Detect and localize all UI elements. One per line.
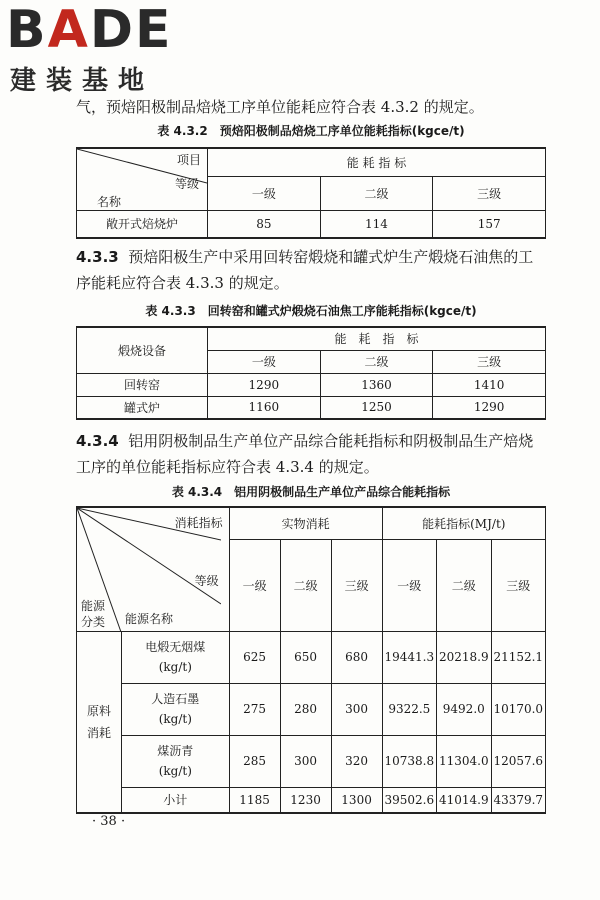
table2-caption: 表 4.3.3 回转窑和罐式炉煅烧石油焦工序能耗指标(kgce/t) [145, 304, 477, 318]
table-cell: 285 [229, 735, 280, 787]
table-cell: 280 [280, 683, 331, 735]
table-cell: 39502.6 [382, 787, 436, 813]
table3-group-physical: 实物消耗 [229, 507, 382, 539]
table1-corner-bottom: 名称 [97, 195, 122, 209]
table1-corner-mid: 等级 [174, 177, 199, 191]
section-number: 4.3.3 [76, 248, 119, 266]
table-cell: 625 [229, 631, 280, 683]
table3-corner-c3: 能源名称 [125, 612, 174, 626]
table3-level: 二级 [437, 539, 491, 631]
table-cell: 1230 [280, 787, 331, 813]
table-row [77, 787, 546, 813]
table-cell: 85 [208, 210, 321, 238]
logo-subtitle: 建装基地 [10, 66, 155, 96]
table-cell: 1300 [331, 787, 382, 813]
table-cell: 19441.3 [382, 631, 436, 683]
table-cell: 300 [331, 683, 382, 735]
table-cell: 9492.0 [437, 683, 491, 735]
intro-paragraph: 气，预焙阳极制品焙烧工序单位能耗应符合表 4.3.2 的规定。 [76, 98, 484, 116]
table-cell: 43379.7 [491, 787, 545, 813]
table1-level: 二级 [320, 176, 433, 210]
table3-level: 三级 [491, 539, 545, 631]
table-cell: 1185 [229, 787, 280, 813]
table1-caption: 表 4.3.2 预焙阳极制品焙烧工序单位能耗指标(kgce/t) [157, 124, 465, 138]
table-cell: 1160 [208, 396, 321, 419]
table-cell: 11304.0 [437, 735, 491, 787]
table3-row-name: 电煅无烟煤 (kg/t) [122, 631, 230, 683]
table-cell: 12057.6 [491, 735, 545, 787]
table3-row-name: 煤沥青 (kg/t) [122, 735, 230, 787]
table-cell: 1290 [208, 373, 321, 396]
table1-level: 一级 [208, 176, 321, 210]
table3-level: 一级 [229, 539, 280, 631]
table3-corner-c2: 等级 [194, 574, 219, 588]
table1-group-header: 能 耗 指 标 [208, 148, 546, 176]
table-cell: 41014.9 [437, 787, 491, 813]
table-cell: 20218.9 [437, 631, 491, 683]
table2-level: 三级 [433, 350, 546, 373]
table3-level: 三级 [331, 539, 382, 631]
table-row [77, 210, 546, 238]
table3-group-energy: 能耗指标(MJ/t) [382, 507, 545, 539]
table1-corner-cell [77, 148, 208, 210]
table-cell: 1250 [320, 396, 433, 419]
table-row [77, 396, 546, 419]
table2-group-header: 能 耗 指 标 [208, 327, 546, 350]
table-cell: 275 [229, 683, 280, 735]
table-cell: 10738.8 [382, 735, 436, 787]
table3-level: 一级 [382, 539, 436, 631]
section-number: 4.3.4 [76, 432, 119, 450]
table-cell: 21152.1 [491, 631, 545, 683]
table3-corner-c4: 能源 分类 [81, 599, 106, 629]
table-cell: 650 [280, 631, 331, 683]
logo-wordmark: BADE [6, 0, 173, 60]
table-cell: 680 [331, 631, 382, 683]
section-text: 铝用阴极制品生产单位产品综合能耗指标和阴极制品生产焙烧工序的单位能耗指标应符合表 4.3.4 的规定。 [76, 432, 534, 476]
table-row [77, 631, 546, 683]
section-4-3-3 [76, 244, 546, 296]
brand-logo [6, 2, 173, 97]
table2-level: 一级 [208, 350, 321, 373]
table3-row-name: 人造石墨 (kg/t) [122, 683, 230, 735]
table2-row-name: 罐式炉 [77, 396, 208, 419]
table-row [77, 683, 546, 735]
table3-corner-cell [77, 507, 230, 631]
table-cell: 114 [320, 210, 433, 238]
table3-row-name: 小计 [122, 787, 230, 813]
table1-row-name: 敞开式焙烧炉 [77, 210, 208, 238]
table-cell: 1360 [320, 373, 433, 396]
table2-level: 二级 [320, 350, 433, 373]
table-cell: 157 [433, 210, 546, 238]
table-cell: 320 [331, 735, 382, 787]
table-cell: 1290 [433, 396, 546, 419]
table3-level: 二级 [280, 539, 331, 631]
table2-row-name: 回转窑 [77, 373, 208, 396]
table1 [76, 147, 546, 239]
page-number: · 38 · [92, 814, 126, 829]
table3-category: 原料 消耗 [77, 631, 122, 813]
table-cell: 9322.5 [382, 683, 436, 735]
table-cell: 10170.0 [491, 683, 545, 735]
table3-corner-c1: 消耗指标 [174, 516, 223, 530]
table3 [76, 506, 546, 814]
table1-level: 三级 [433, 176, 546, 210]
table-cell: 1410 [433, 373, 546, 396]
table1-corner-top: 项目 [176, 153, 201, 167]
table3-caption: 表 4.3.4 铝用阴极制品生产单位产品综合能耗指标 [171, 485, 451, 499]
table-cell: 300 [280, 735, 331, 787]
table-row [77, 735, 546, 787]
table2 [76, 326, 546, 420]
table-row [77, 373, 546, 396]
section-4-3-4 [76, 428, 546, 480]
table2-corner: 煅烧设备 [77, 327, 208, 373]
section-text: 预焙阳极生产中采用回转窑煅烧和罐式炉生产煅烧石油焦的工序能耗应符合表 4.3.3 的规定。 [76, 248, 534, 292]
